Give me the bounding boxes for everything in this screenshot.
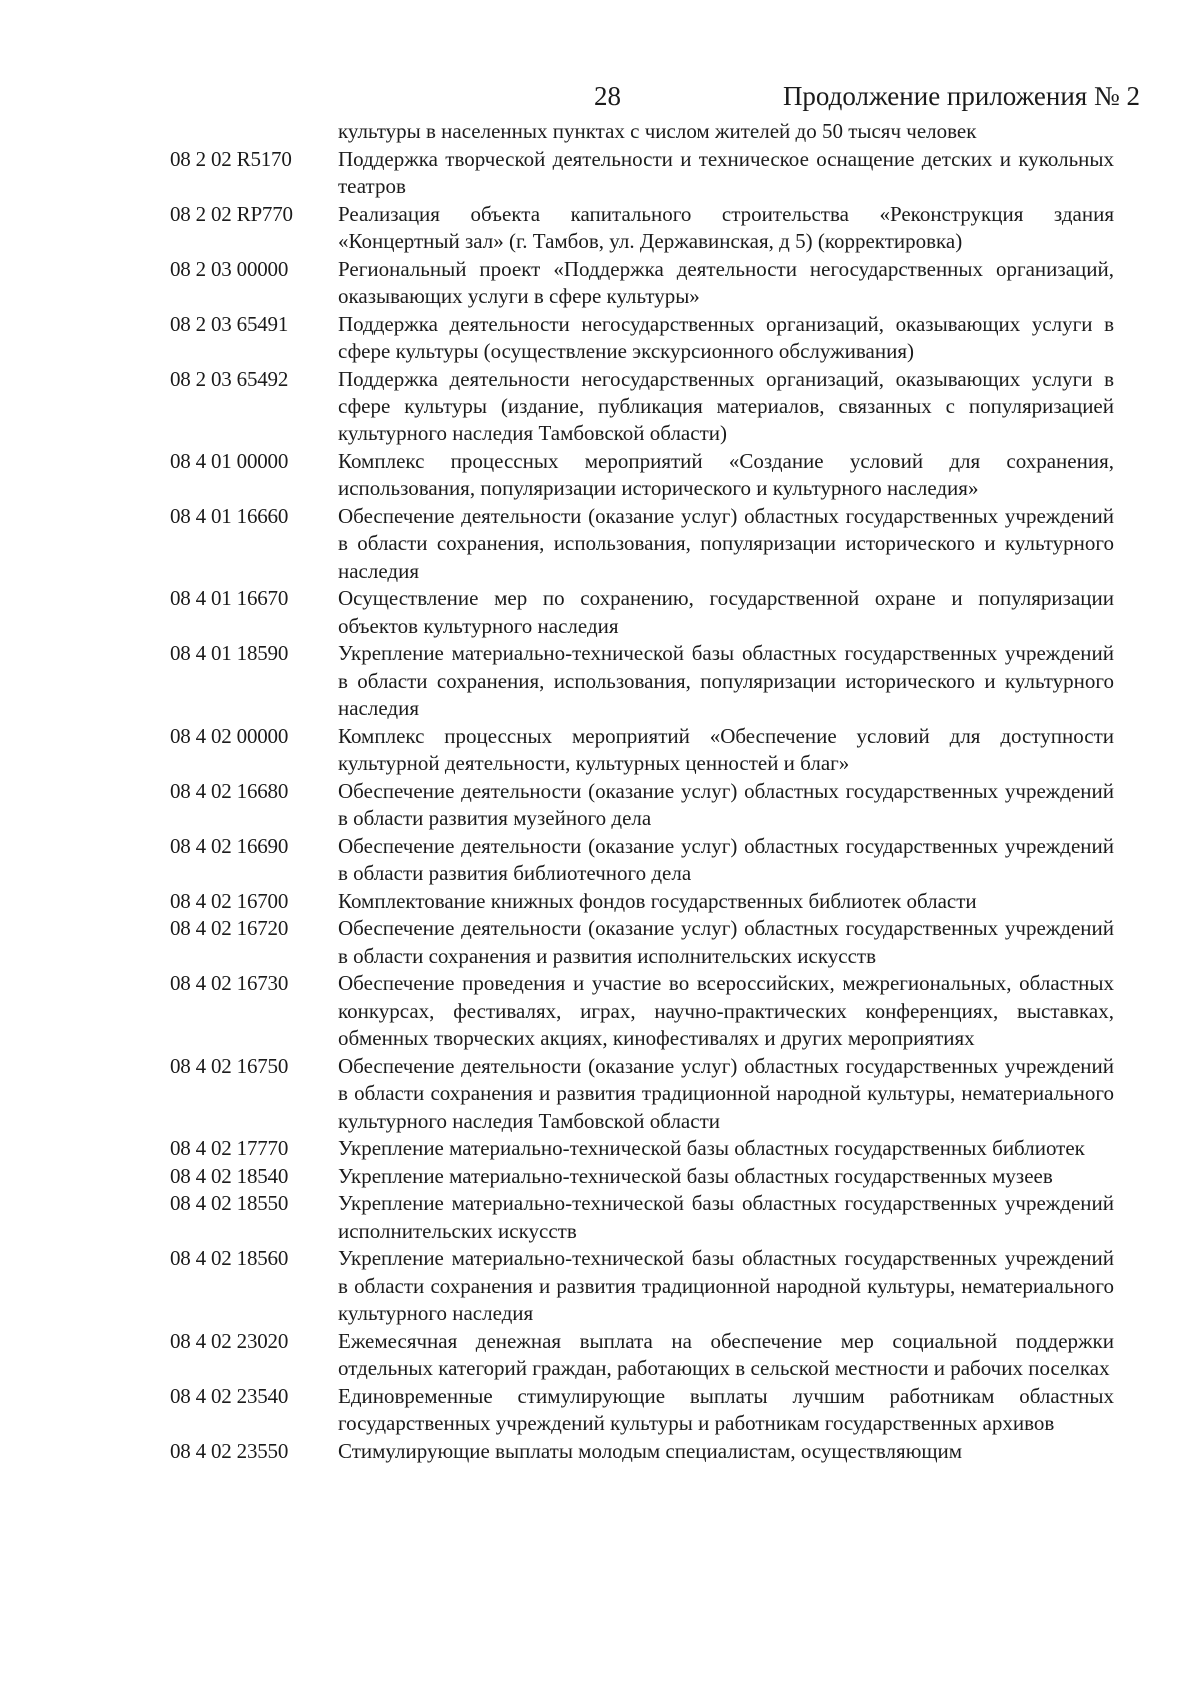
entry-code: 08 4 02 23550 [170, 1438, 289, 1463]
code-entry [170, 1328, 1130, 1383]
entry-description: Поддержка деятельности негосударственных организаций, оказывающих услуги в сфере культуры (осуществление экскурсионного обслуживания) [338, 311, 1114, 363]
entry-description: Обеспечение деятельности (оказание услуг) областных государственных учреждений в области сохранения, использования, популяризации исторического и культурного наследия [338, 504, 1114, 583]
classification-code-list [170, 118, 1130, 1465]
code-entry [170, 915, 1130, 970]
entry-description: Комплекс процессных мероприятий «Создание условий для сохранения, использования, популяризации исторического и культурного наследия» [338, 449, 1114, 501]
entry-code: 08 4 02 16750 [170, 1053, 289, 1078]
page-header [0, 76, 1200, 116]
code-entry [170, 970, 1130, 1052]
continuation-entry [170, 118, 1130, 145]
entry-description: Укрепление материально-технической базы областных государственных учреждений исполнительских искусств [338, 1191, 1114, 1243]
entry-description: Укрепление материально-технической базы областных государственных библиотек [338, 1136, 1085, 1161]
entry-description: Комплектование книжных фондов государственных библиотек области [338, 888, 977, 913]
code-entry [170, 201, 1130, 256]
entry-code: 08 2 02 RP770 [170, 201, 293, 226]
page-number: 28 [594, 81, 621, 111]
code-entry [170, 778, 1130, 833]
entry-code: 08 4 02 23020 [170, 1328, 289, 1353]
code-entry [170, 146, 1130, 201]
code-entry [170, 1190, 1130, 1245]
entry-description: Обеспечение деятельности (оказание услуг) областных государственных учреждений в области сохранения и развития исполнительских искусств [338, 916, 1114, 968]
entry-code: 08 2 02 R5170 [170, 146, 292, 171]
entry-description: Обеспечение деятельности (оказание услуг) областных государственных учреждений в области сохранения и развития традиционной народной культуры, нематериального культурного наследия Тамбовской области [338, 1053, 1114, 1133]
entry-description: Единовременные стимулирующие выплаты лучшим работникам областных государственных учреждений культуры и работникам государственных архивов [338, 1383, 1114, 1436]
entry-description: Комплекс процессных мероприятий «Обеспечение условий для доступности культурной деятельности, культурных ценностей и благ» [338, 723, 1114, 776]
code-entry [170, 723, 1130, 778]
entry-description: Осуществление мер по сохранению, государственной охране и популяризации объектов культурного наследия [338, 586, 1114, 638]
code-entry [170, 833, 1130, 888]
code-entry [170, 1245, 1130, 1327]
entry-code: 08 4 02 18560 [170, 1246, 289, 1271]
code-entry [170, 888, 1130, 915]
entry-code: 08 2 03 65491 [170, 311, 289, 336]
code-entry [170, 585, 1130, 640]
entry-description: Стимулирующие выплаты молодым специалистам, осуществляющим [338, 1438, 963, 1463]
entry-description: Ежемесячная денежная выплата на обеспечение мер социальной поддержки отдельных категорий граждан, работающих в сельской местности и рабочих поселках [338, 1328, 1114, 1381]
entry-description: Обеспечение деятельности (оказание услуг) областных государственных учреждений в области развития музейного дела [338, 778, 1114, 831]
code-entry [170, 1053, 1130, 1135]
code-entry [170, 1383, 1130, 1438]
code-entry [170, 503, 1130, 585]
code-entry [170, 448, 1130, 503]
entry-code: 08 4 02 16680 [170, 778, 289, 803]
entry-code: 08 2 03 65492 [170, 366, 289, 391]
entry-description: Укрепление материально-технической базы областных государственных учреждений в области сохранения, использования, популяризации исторического и культурного наследия [338, 641, 1114, 721]
entry-description: Укрепление материально-технической базы областных государственных музеев [338, 1163, 1053, 1188]
code-entry [170, 311, 1130, 366]
entry-description: Обеспечение проведения и участие во всероссийских, межрегиональных, областных конкурсах, фестивалях, играх, научно-практических конференциях, выставках, обменных творческих акциях, кинофестивалях и других мероприятиях [338, 971, 1114, 1051]
entry-description: Укрепление материально-технической базы областных государственных учреждений в области сохранения и развития традиционной народной культуры, нематериального культурного наследия [338, 1246, 1114, 1326]
entry-code: 08 4 02 16690 [170, 833, 289, 858]
entry-code: 08 4 02 18550 [170, 1191, 289, 1216]
entry-code: 08 4 02 18540 [170, 1163, 289, 1188]
entry-description: Реализация объекта капитального строительства «Реконструкция здания «Концертный зал» (г. Тамбов, ул. Державинская, д 5) (корректировка) [338, 201, 1114, 253]
appendix-title: Продолжение приложения № 2 [782, 81, 1140, 111]
entry-code: 08 4 02 00000 [170, 723, 289, 748]
entry-description: культуры в населенных пунктах с числом жителей до 50 тысяч человек [338, 119, 977, 143]
entry-code: 08 4 02 17770 [170, 1136, 289, 1161]
code-entry [170, 1163, 1130, 1190]
entry-code: 08 2 03 00000 [170, 256, 289, 281]
entry-code: 08 4 02 16700 [170, 888, 289, 913]
code-entry [170, 640, 1130, 722]
entry-code: 08 4 02 23540 [170, 1383, 289, 1408]
entry-code: 08 4 01 16670 [170, 586, 289, 611]
entry-description: Обеспечение деятельности (оказание услуг) областных государственных учреждений в области развития библиотечного дела [338, 833, 1114, 886]
entry-code: 08 4 02 16730 [170, 971, 289, 996]
entry-code: 08 4 01 18590 [170, 641, 289, 666]
entry-description: Поддержка творческой деятельности и техническое оснащение детских и кукольных театров [338, 146, 1114, 198]
code-entry [170, 1135, 1130, 1162]
code-entry [170, 256, 1130, 311]
entry-description: Поддержка деятельности негосударственных организаций, оказывающих услуги в сфере культуры (издание, публикация материалов, связанных с популяризацией культурного наследия Тамбовской области) [338, 366, 1114, 446]
entry-code: 08 4 01 00000 [170, 449, 289, 473]
entry-code: 08 4 01 16660 [170, 504, 289, 528]
code-entry [170, 366, 1130, 448]
entry-code: 08 4 02 16720 [170, 916, 289, 941]
entry-description: Региональный проект «Поддержка деятельности негосударственных организаций, оказывающих услуги в сфере культуры» [338, 256, 1114, 308]
code-entry [170, 1438, 1130, 1465]
